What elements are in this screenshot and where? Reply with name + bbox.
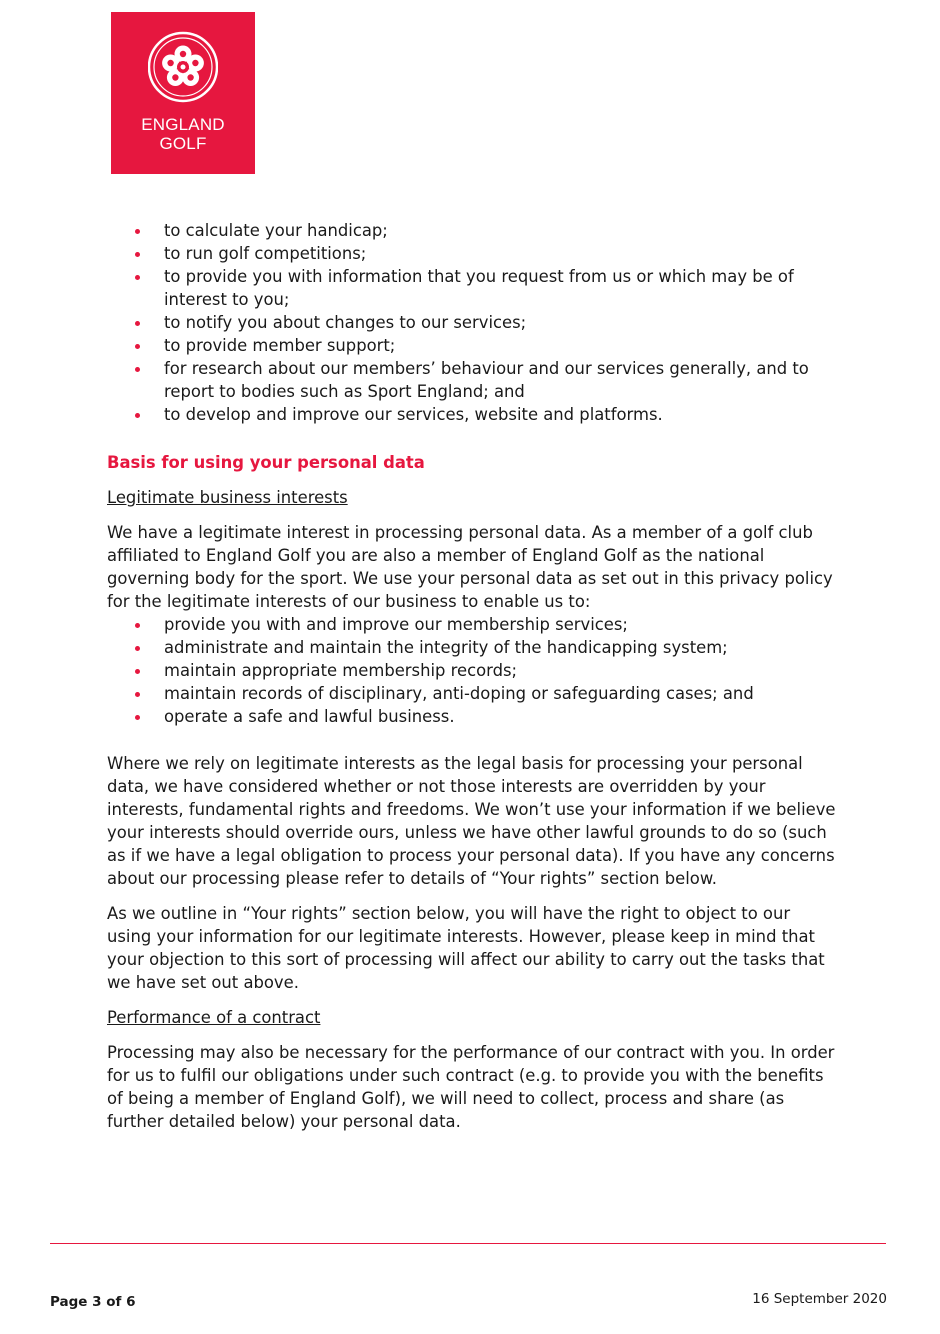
bullet-icon xyxy=(135,367,140,372)
list-item: administrate and maintain the integrity of the handicapping system; xyxy=(107,636,837,659)
bullet-icon xyxy=(135,275,140,280)
logo-wordmark xyxy=(111,115,255,153)
list-item: to provide you with information that you request from us or which may be of interest to you; xyxy=(107,265,837,311)
bullet-icon xyxy=(135,413,140,418)
bullet-icon xyxy=(135,321,140,326)
bullet-icon xyxy=(135,669,140,674)
bullet-icon xyxy=(135,623,140,628)
subheading-contract: Performance of a contract xyxy=(107,1008,321,1027)
section-heading: Basis for using your personal data xyxy=(107,453,425,472)
list-item: to calculate your handicap; xyxy=(107,219,837,242)
rose-emblem-icon xyxy=(148,21,218,111)
list-item: maintain appropriate membership records; xyxy=(107,659,837,682)
list-item: to notify you about changes to our services; xyxy=(107,311,837,334)
england-golf-logo xyxy=(111,12,255,174)
purpose-list xyxy=(107,219,837,426)
list-item: to develop and improve our services, website and platforms. xyxy=(107,403,837,426)
bullet-icon xyxy=(135,715,140,720)
document-date: 16 September 2020 xyxy=(752,1291,887,1307)
logo-line-england: ENGLAND xyxy=(141,115,225,134)
bullet-icon xyxy=(135,646,140,651)
bullet-icon xyxy=(135,229,140,234)
document-body xyxy=(107,219,837,1133)
bullet-icon xyxy=(135,252,140,257)
subheading-legitimate-interests: Legitimate business interests xyxy=(107,488,348,507)
paragraph-objection: As we outline in “Your rights” section below, you will have the right to object to our using your information for our legitimate interests. However, please keep in mind that your objection to this sort of processing will affect our ability to carry out the tasks that we have set out above. xyxy=(107,904,825,992)
list-item: operate a safe and lawful business. xyxy=(107,705,837,728)
list-item: provide you with and improve our membership services; xyxy=(107,613,837,636)
list-item: to provide member support; xyxy=(107,334,837,357)
paragraph-contract: Processing may also be necessary for the performance of our contract with you. In order for us to fulfil our obligations under such contract (e.g. to provide you with the benefits of being a member of England Golf), we will need to collect, process and share (as further detailed below) your personal data. xyxy=(107,1043,835,1131)
page-number: Page 3 of 6 xyxy=(50,1294,136,1310)
list-item: maintain records of disciplinary, anti-doping or safeguarding cases; and xyxy=(107,682,837,705)
list-item: for research about our members’ behaviour and our services generally, and to report to bodies such as Sport England; and xyxy=(107,357,837,403)
bullet-icon xyxy=(135,344,140,349)
footer-divider xyxy=(50,1243,886,1244)
paragraph-reliance: Where we rely on legitimate interests as the legal basis for processing your personal data, we have considered whether or not those interests are overridden by your interests, fundamental rights and freedoms. We won’t use your information if we believe your interests should override ours, unless we have other lawful grounds to do so (such as if we have a legal obligation to process your personal data). If you have any concerns about our processing please refer to details of “Your rights” section below. xyxy=(107,754,836,888)
bullet-icon xyxy=(135,692,140,697)
interests-list xyxy=(107,613,837,728)
paragraph-legitimate-interest: We have a legitimate interest in processing personal data. As a member of a golf club affiliated to England Golf you are also a member of England Golf as the national governing body for the sport. We use your personal data as set out in this privacy policy for the legitimate interests of our business to enable us to: xyxy=(107,523,833,611)
logo-line-golf: GOLF xyxy=(159,134,207,153)
list-item: to run golf competitions; xyxy=(107,242,837,265)
